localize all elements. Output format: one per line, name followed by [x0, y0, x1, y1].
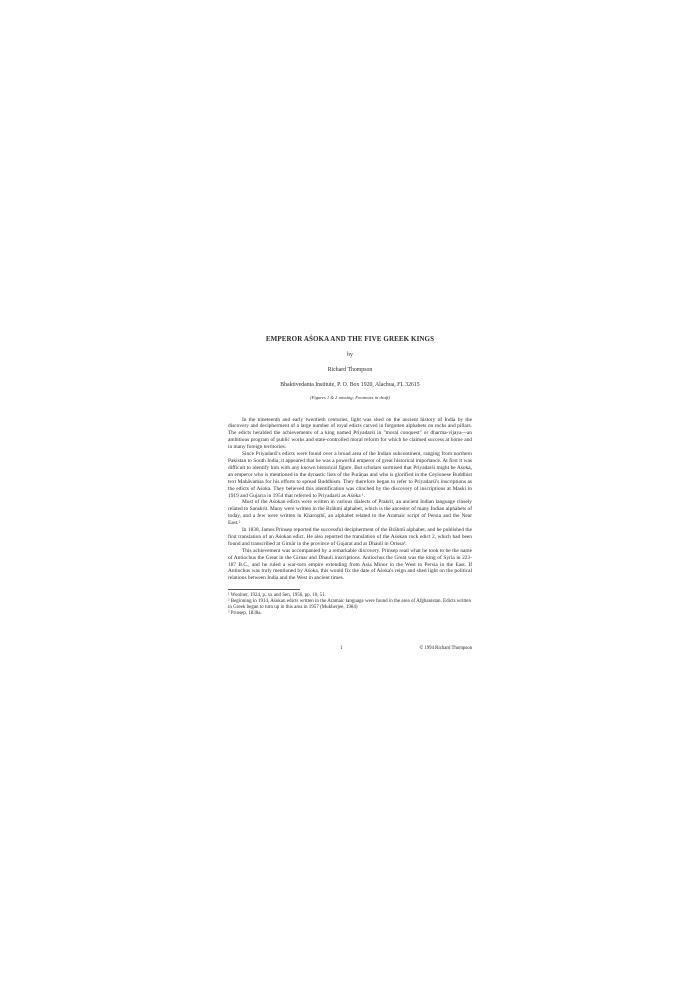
author-affiliation: Bhaktivedanta Institute, P. O. Box 1920, Alachua, FL 32615: [280, 381, 420, 388]
footnote-divider: [228, 589, 300, 590]
footnote: ³ Prinsep, 1838a.: [228, 611, 262, 617]
draft-note: (Figures 1 & 2 missing; Footnotes in draft): [310, 394, 390, 400]
copyright-notice: © 1994 Richard Thompson: [419, 646, 472, 651]
paragraph: Since Priyadarśi's edicts were found over a broad area of the Indian subcontinent, ranging from northern Pakistan to South India, it appeared that he was a powerful emperor of great historical importance. At first it was difficult to identify him with any known historical figure. But scholars surmised that Priyadarśi might be Aśoka, an emperor who is mentioned in the dynastic lists of the Purāṇas and who is glorified in the Ceylonese Buddhist text Mahāvaṁsa for his efforts to spread Buddhism. They therefore began to refer to Priyadarśi's inscriptions as the edicts of Aśoka. They believed this identification was clinched by the discovery of inscriptions at Maski in 1919 and Gujarra in 1954 that referred to Priyadarśi as Aśoka ¹.: [228, 451, 472, 499]
paragraph: Most of the Aśokan edicts were written in various dialects of Prakrit, an ancient Indian language closely related to Sanskrit. Many were written in the Brāhmī alphabet, which is the ancestor of many Indian alphabets of today, and a few were written in Kharoṣṭhī, an alphabet related to the Aramaic script of Persia and the Near East.²: [228, 499, 472, 527]
page-footer: [228, 646, 472, 654]
paragraph: In the nineteenth and early twentieth centuries, light was shed on the ancient history of India by the discovery and decipherment of a large number of royal edicts carved in forgotten alphabets on rocks and pillars. The edicts heralded the achievements of a king named Priyadarśi in "moral conquest" or dharma-vijaya—an ambitious program of public works and state-controlled moral reform for which he claimed success at home and in many foreign territories.: [228, 416, 472, 451]
byline-by: by: [347, 351, 353, 358]
document-title: EMPEROR AŚOKA AND THE FIVE GREEK KINGS: [265, 335, 435, 343]
footnote: ² Beginning in 1914, Aśokan edicts written in the Aramaic language were found in the area of Afghanistan. Edicts written in Greek began to turn up in this area in 1957 (Mukherjee, 1984): [228, 599, 471, 611]
footnote: ¹ Woolner, 1924, p. xx and Sen, 1956, pp. 10, 51.: [228, 593, 327, 599]
page-number: 1: [340, 646, 343, 651]
document-body: [228, 336, 472, 617]
paragraph: In 1838, James Prinsep reported the successful decipherment of the Brāhmī alphabet, and he published the first translation of an Aśokan edict. He also reported the translation of the Aśokan rock edict 2, which had been found and transcribed at Girnār in the province of Gujarat and at Dhauli in Orissa³.: [228, 527, 472, 547]
author-name: Richard Thompson: [327, 366, 373, 373]
paragraph: This achievement was accompanied by a remarkable discovery. Prinsep read what he took to be the name of Antiochus the Great in the Girnar and Dhauli inscriptions. Antiochus the Great was the king of Syria in 223-187 B.C., and he ruled a war-torn empire extending from Asia Minor in the West to Persia in the East. If Antiochus was truly mentioned by Aśoka, this would fix the date of Aśoka's reign and shed light on the political relations between India and the West in ancient times.: [228, 547, 472, 582]
